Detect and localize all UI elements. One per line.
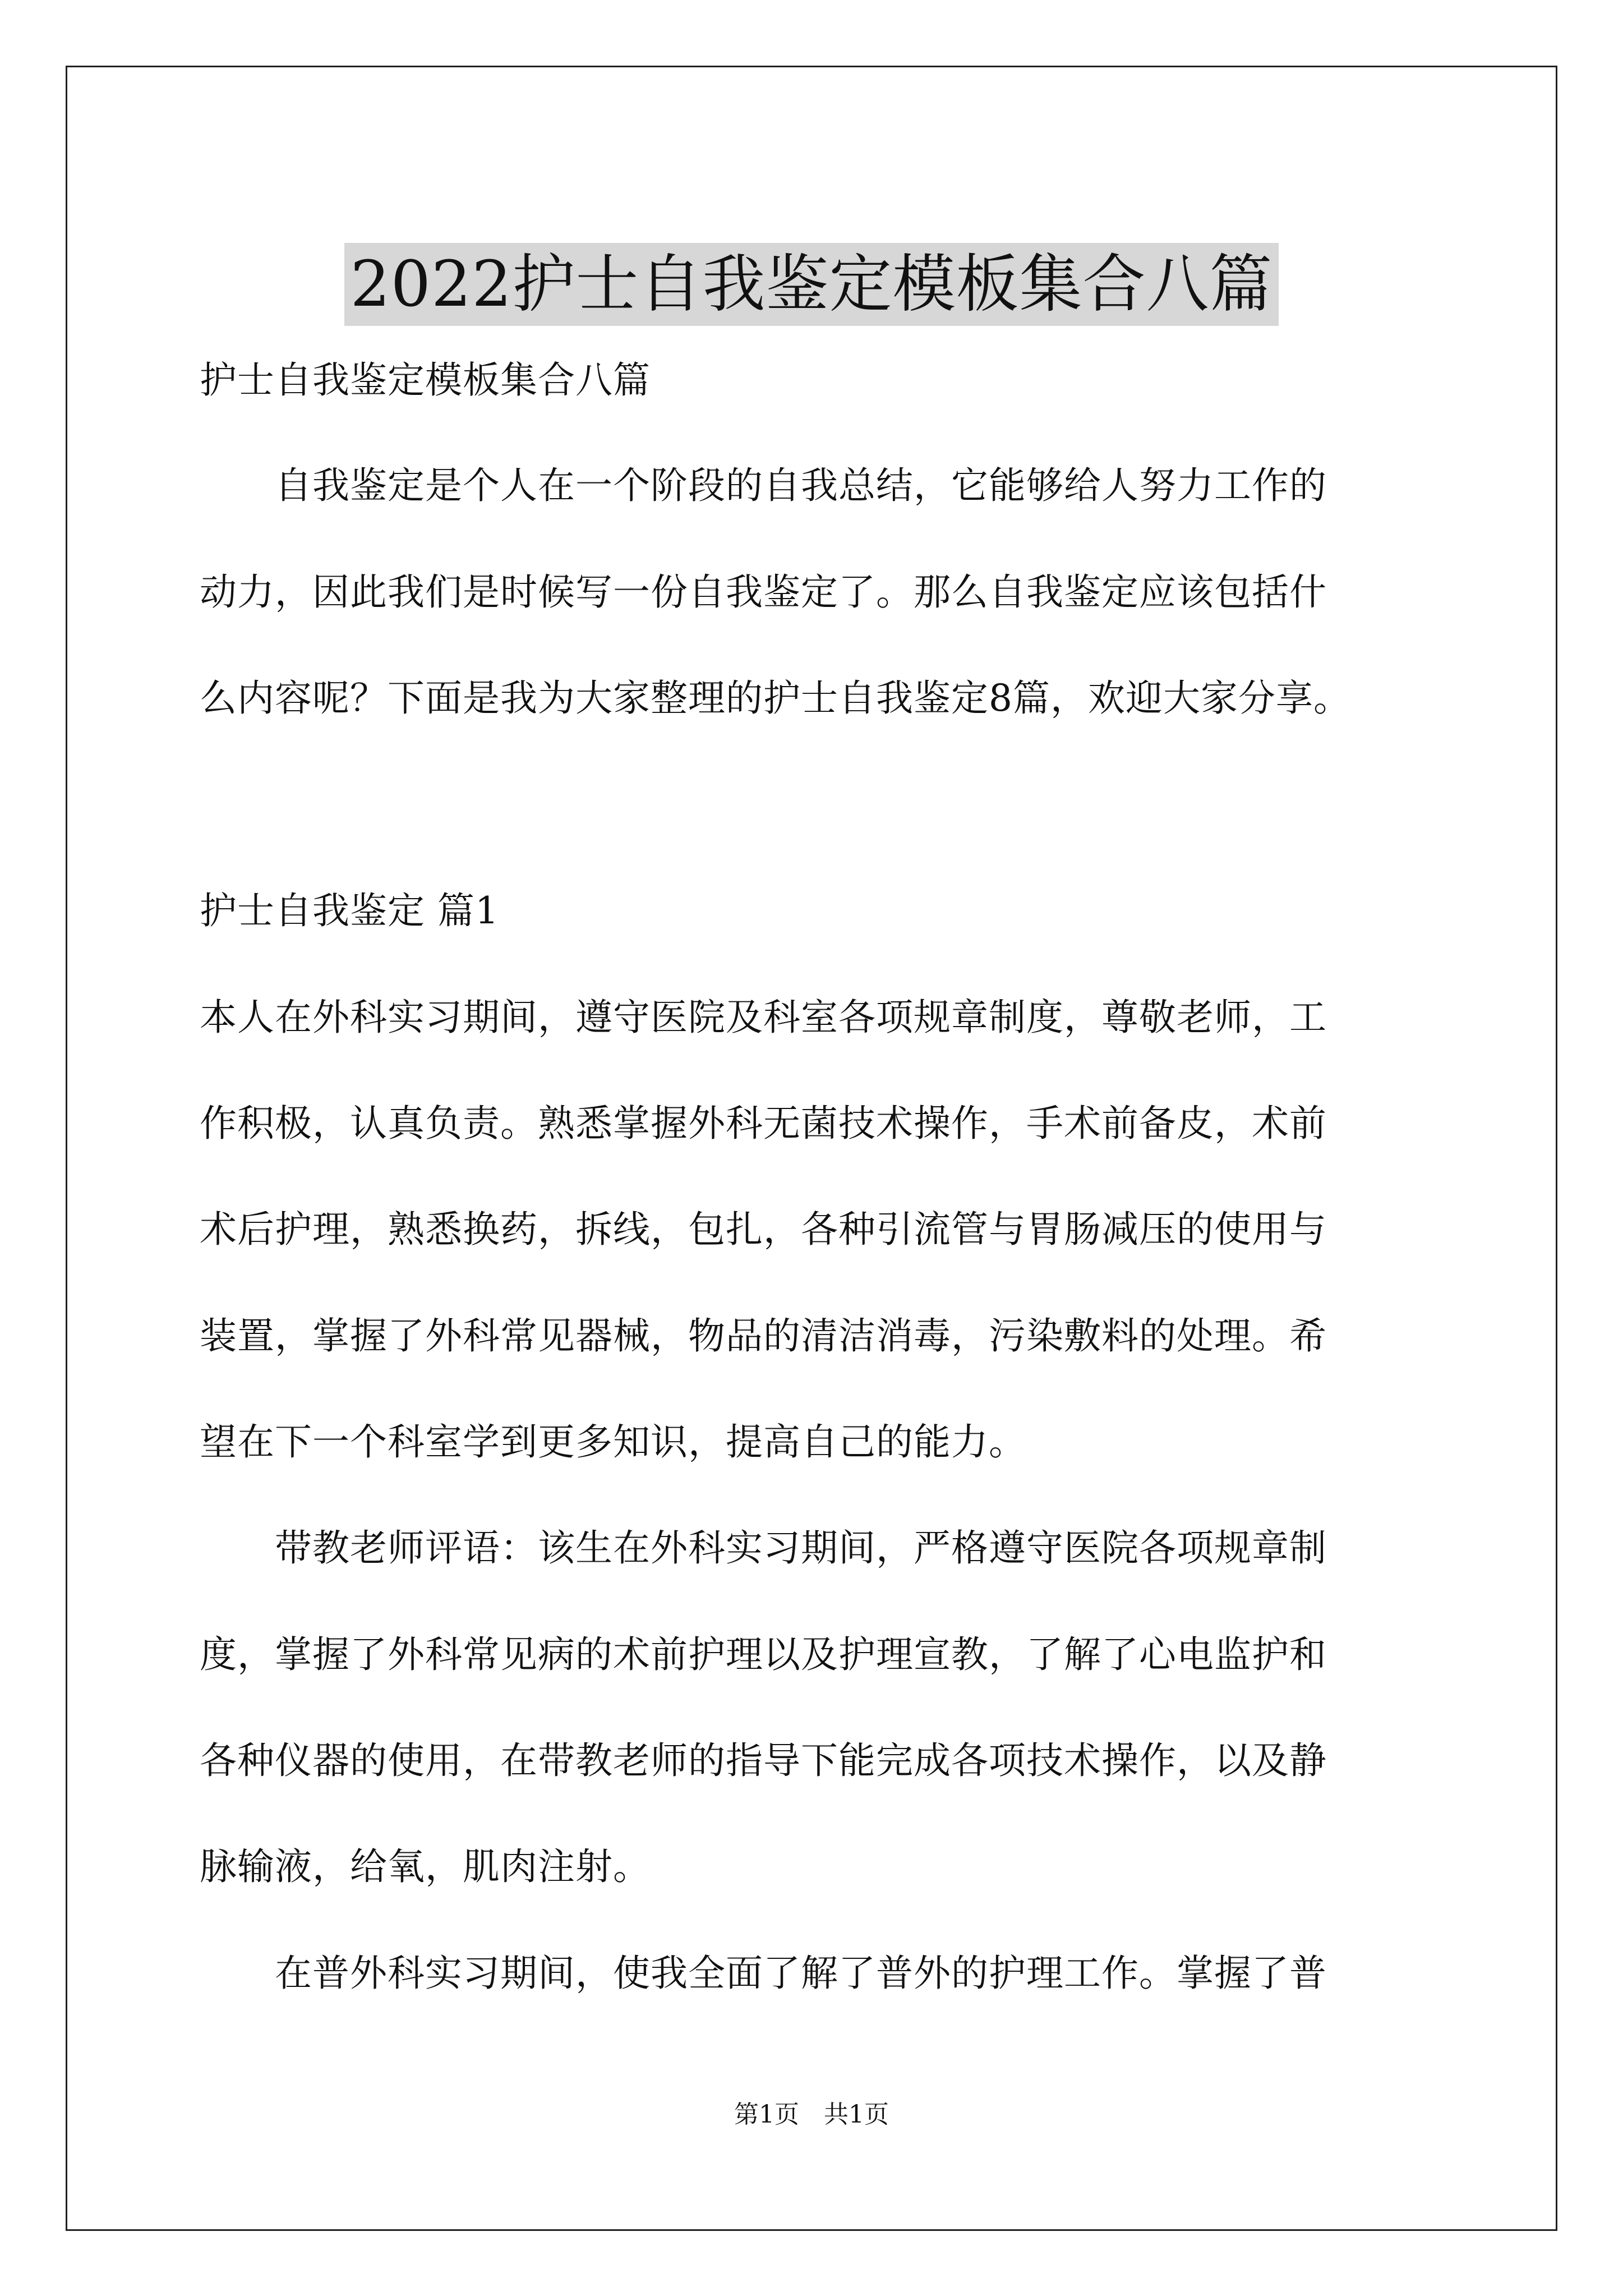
section-heading: 护士自我鉴定 篇1 <box>200 889 499 932</box>
paragraph-line: 术后护理，熟悉换药，拆线，包扎，各种引流管与胃肠减压的使用与 <box>200 1208 1327 1251</box>
paragraph-line: 脉输液，给氧，肌肉注射。 <box>200 1845 651 1888</box>
paragraph-line: 带教老师评语：该生在外科实习期间，严格遵守医院各项规章制 <box>200 1526 1327 1570</box>
paragraph-line: 动力，因此我们是时候写一份自我鉴定了。那么自我鉴定应该包括什 <box>200 570 1327 614</box>
subtitle-line: 护士自我鉴定模板集合八篇 <box>200 358 651 402</box>
page-footer: 第1页 共1页 <box>734 2100 889 2129</box>
paragraph-line: 装置，掌握了外科常见器械，物品的清洁消毒，污染敷料的处理。希 <box>200 1314 1327 1358</box>
paragraph-line: 自我鉴定是个人在一个阶段的自我总结，它能够给人努力工作的 <box>200 464 1327 507</box>
document-title: 2022护士自我鉴定模板集合八篇 <box>344 243 1278 326</box>
paragraph-line: 作积极，认真负责。熟悉掌握外科无菌技术操作，手术前备皮，术前 <box>200 1102 1327 1145</box>
title-container <box>0 201 1623 368</box>
paragraph-line: 本人在外科实习期间，遵守医院及科室各项规章制度，尊敬老师，工 <box>200 996 1327 1039</box>
paragraph-line: 在普外科实习期间，使我全面了解了普外的护理工作。掌握了普 <box>200 1952 1327 1995</box>
paragraph-line: 望在下一个科室学到更多知识，提高自己的能力。 <box>200 1420 1026 1464</box>
paragraph-line: 各种仪器的使用，在带教老师的指导下能完成各项技术操作，以及静 <box>200 1739 1327 1782</box>
paragraph-line: 度，掌握了外科常见病的术前护理以及护理宣教，了解了心电监护和 <box>200 1633 1327 1676</box>
paragraph-line: 么内容呢？下面是我为大家整理的护士自我鉴定8篇，欢迎大家分享。 <box>200 677 1351 720</box>
